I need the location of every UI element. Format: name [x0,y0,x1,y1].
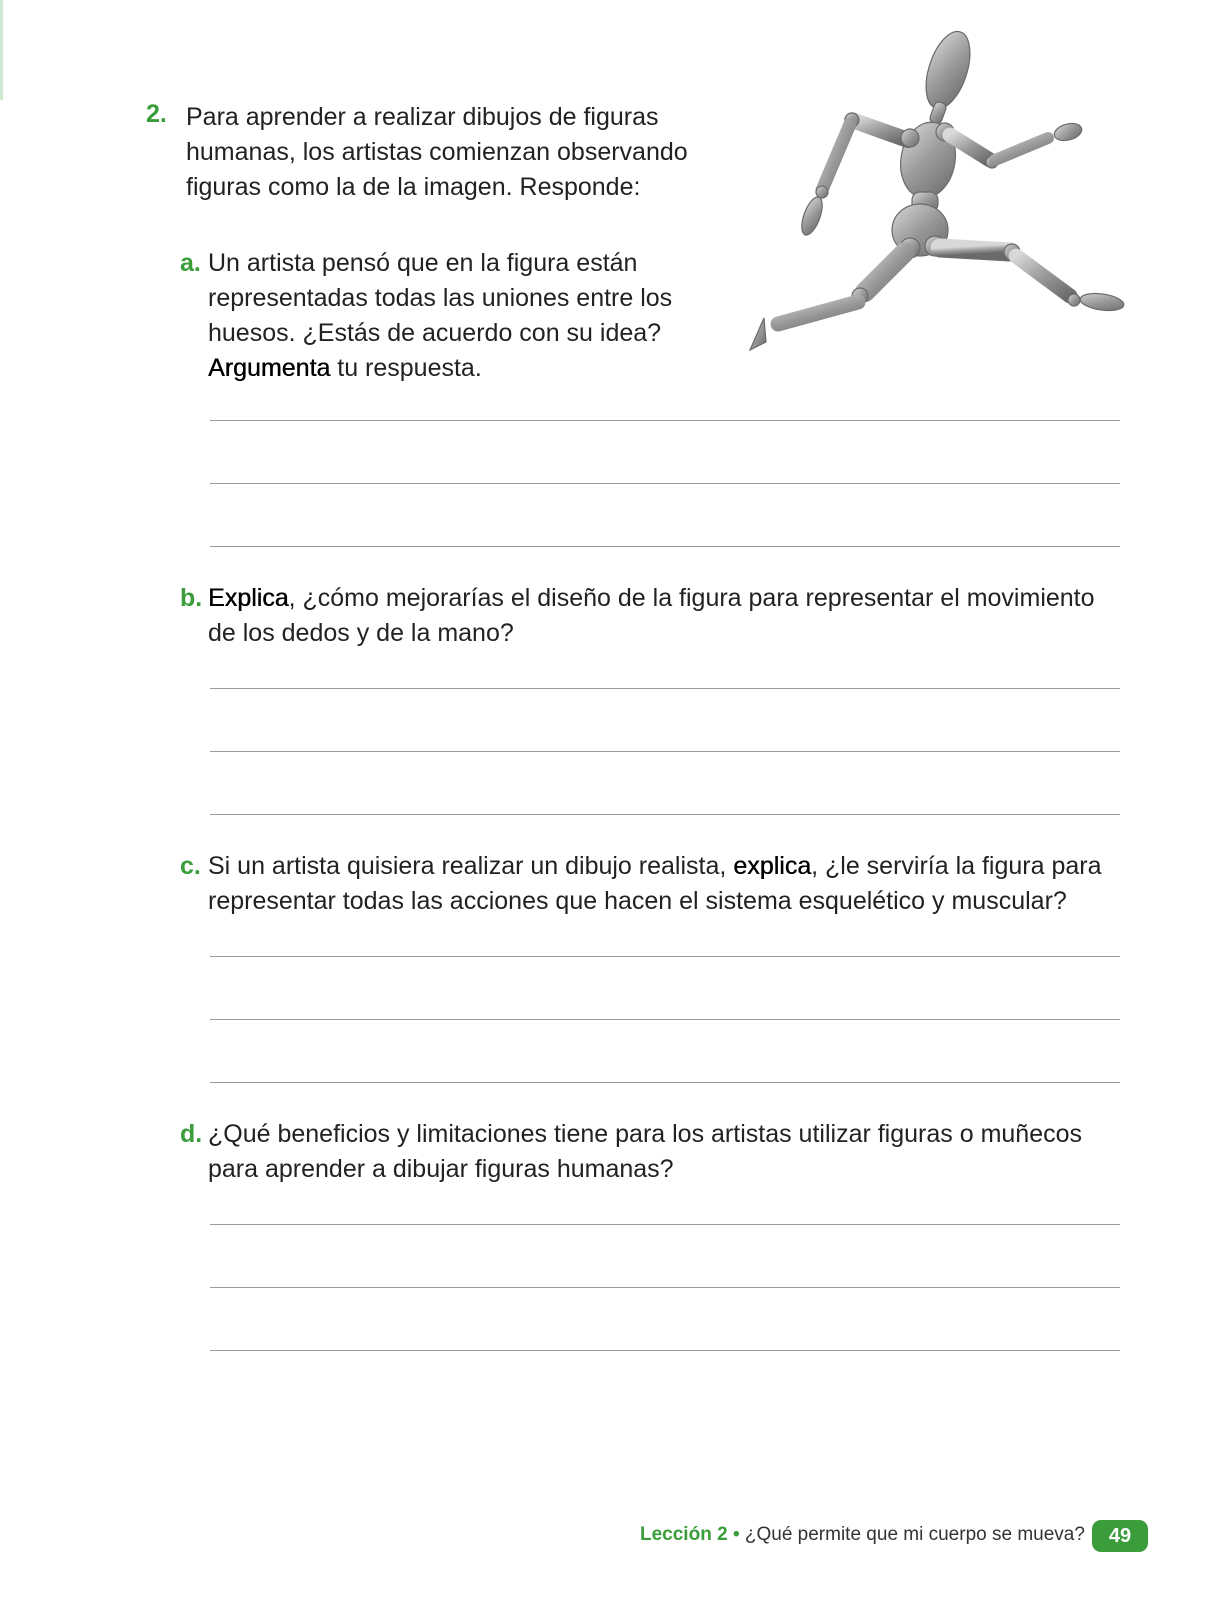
footer-lesson: Lección 2 [640,1524,728,1545]
page-number-badge: 49 [1092,1520,1148,1552]
answer-line[interactable] [210,420,1120,421]
item-c-letter: c. [180,852,201,880]
answer-line[interactable] [210,1082,1120,1083]
item-b [180,581,1110,651]
footer-separator: • [732,1524,740,1545]
item-a-text-after: tu respuesta. [330,354,482,382]
item-d-text: ¿Qué beneficios y limitaciones tiene para los artistas utilizar figuras o muñecos para aprender a dibujar figuras humanas? [208,1120,1083,1183]
item-c-text-after: , ¿le serviría la figura para representar todas las acciones que hacen el sistema esquelético y muscular? [208,852,1102,915]
answer-line[interactable] [210,483,1120,484]
item-c-text-before: Si un artista quisiera realizar un dibujo realista, [208,852,734,880]
item-b-text [208,581,1110,651]
item-c-keyword: explica [733,852,812,880]
answer-line[interactable] [210,751,1120,752]
answer-line[interactable] [210,546,1120,547]
item-c-text [208,849,1110,919]
item-b-keyword: Explica [208,584,289,612]
item-c [180,849,1110,919]
item-d-letter: d. [180,1120,203,1148]
answer-line[interactable] [210,1224,1120,1225]
answer-line[interactable] [210,1287,1120,1288]
question-intro: Para aprender a realizar dibujos de figuras humanas, los artistas comienzan observando figuras como la de la imagen. Responde: [186,103,688,201]
item-b-text-after: , ¿cómo mejorarías el diseño de la figura para representar el movimiento de los dedos y de la mano? [208,584,1095,647]
item-d [180,1117,1110,1187]
question-number: 2. [146,100,167,128]
item-a-text [208,246,720,386]
item-a-keyword: Argumenta [208,354,331,382]
item-a-text-before: Un artista pensó que en la figura están representadas todas las uniones entre los huesos. ¿Estás de acuerdo con su idea? [208,249,673,347]
wooden-mannequin-running-icon [740,20,1160,370]
page-edge-mark [0,0,3,100]
answer-line[interactable] [210,956,1120,957]
item-a-letter: a. [180,249,201,277]
item-a [180,246,720,386]
answer-line[interactable] [210,1019,1120,1020]
item-b-letter: b. [180,584,203,612]
answer-line[interactable] [210,814,1120,815]
answer-line[interactable] [210,688,1120,689]
answer-line[interactable] [210,1350,1120,1351]
footer-title: ¿Qué permite que mi cuerpo se mueva? [744,1524,1085,1545]
page-footer [640,1524,1085,1546]
